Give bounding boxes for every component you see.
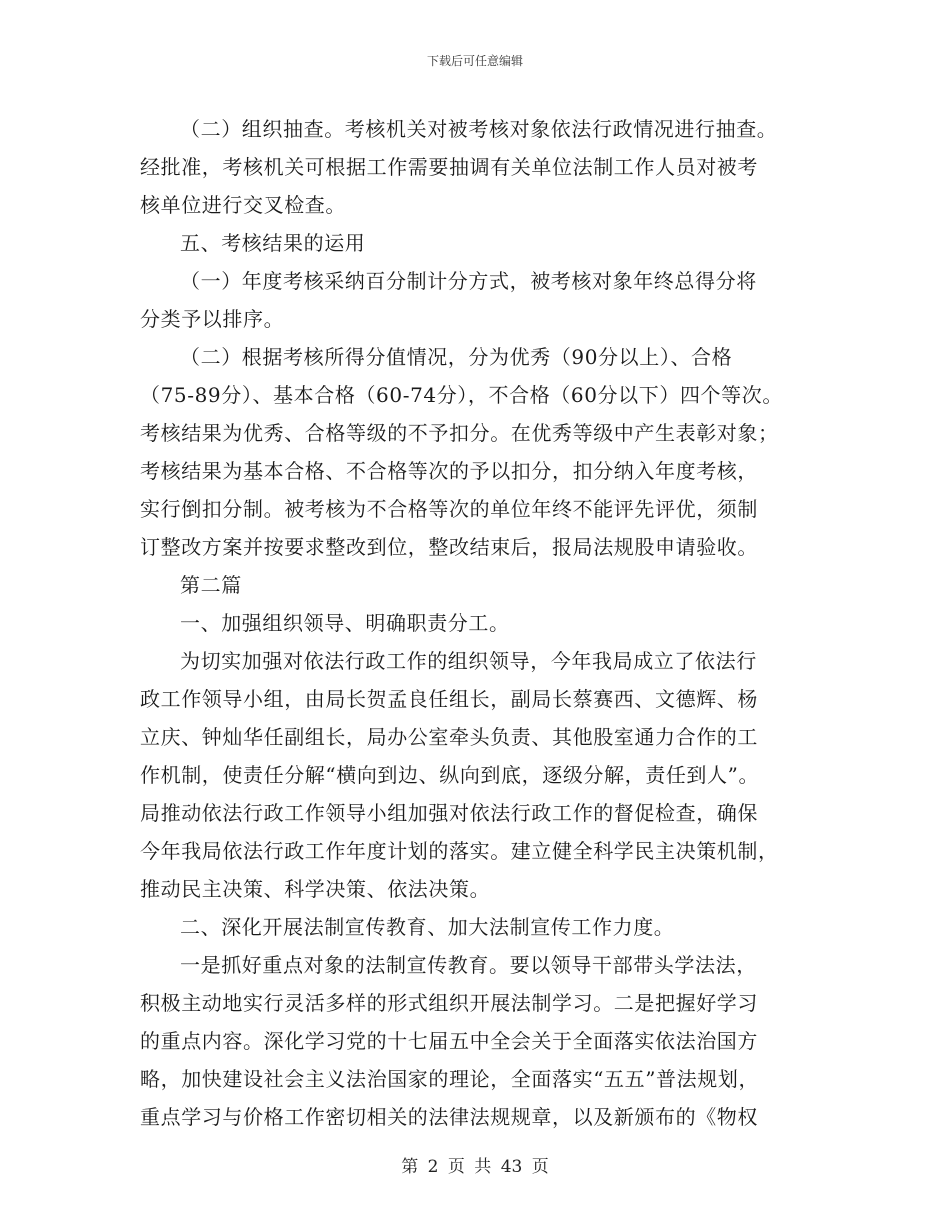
text-line: 重点学习与价格工作密切相关的法律法规规章，以及新颁布的《物权 [140,1105,758,1129]
text-line: 第二篇 [180,573,242,597]
text-line: 积极主动地实行灵活多样的形式组织开展法制学习。二是把握好学习 [140,991,758,1015]
text-line: （二）根据考核所得分值情况，分为优秀（90分以上）、合格 [180,345,733,369]
document-body [140,110,840,1136]
text-line: 考核结果为基本合格、不合格等次的予以扣分，扣分纳入年度考核， [140,459,758,483]
text-line: 作机制，使责任分解“横向到边、纵向到底，逐级分解，责任到人”。 [140,763,760,787]
text-line: 立庆、钟灿华任副组长，局办公室牵头负责、其他股室通力合作的工 [140,725,758,749]
text-line: 政工作领导小组，由局长贺孟良任组长，副局长蔡赛西、文德辉、杨 [140,687,758,711]
text-line: 一、加强组织领导、明确职责分工。 [180,611,510,635]
text-line: 分类予以排序。 [140,307,285,331]
text-line: 订整改方案并按要求整改到位，整改结束后，报局法规股申请验收。 [140,535,758,559]
text-line: 二、深化开展法制宣传教育、加大法制宣传工作力度。 [180,915,675,939]
text-line: 局推动依法行政工作领导小组加强对依法行政工作的督促检查，确保 [140,801,758,825]
text-line: （一）年度考核采纳百分制计分方式，被考核对象年终总得分将 [180,269,757,293]
page-footer: 第 2 页 共 43 页 [401,1157,549,1177]
text-line: 经批准，考核机关可根据工作需要抽调有关单位法制工作人员对被考 [140,155,758,179]
page-header: 下载后可任意编辑 [426,54,523,68]
text-line: 一是抓好重点对象的法制宣传教育。要以领导干部带头学法法， [180,953,757,977]
text-line: （75-89分）、基本合格（60-74分），不合格（60分以下）四个等次。 [140,383,783,407]
text-line: 的重点内容。深化学习党的十七届五中全会关于全面落实依法治国方 [140,1029,758,1053]
text-line: 为切实加强对依法行政工作的组织领导，今年我局成立了依法行 [180,649,757,673]
text-line: 推动民主决策、科学决策、依法决策。 [140,877,491,901]
text-line: 今年我局依法行政工作年度计划的落实。建立健全科学民主决策机制， [140,839,779,863]
text-line: 五、考核结果的运用 [180,231,366,255]
text-line: 实行倒扣分制。被考核为不合格等次的单位年终不能评先评优，须制 [140,497,758,521]
text-line: 略，加快建设社会主义法治国家的理论，全面落实“五五”普法规划， [140,1067,760,1091]
text-line: （二）组织抽查。考核机关对被考核对象依法行政情况进行抽查。 [180,117,778,141]
text-line: 考核结果为优秀、合格等级的不予扣分。在优秀等级中产生表彰对象； [140,421,779,445]
text-line: 核单位进行交叉检查。 [140,193,346,217]
